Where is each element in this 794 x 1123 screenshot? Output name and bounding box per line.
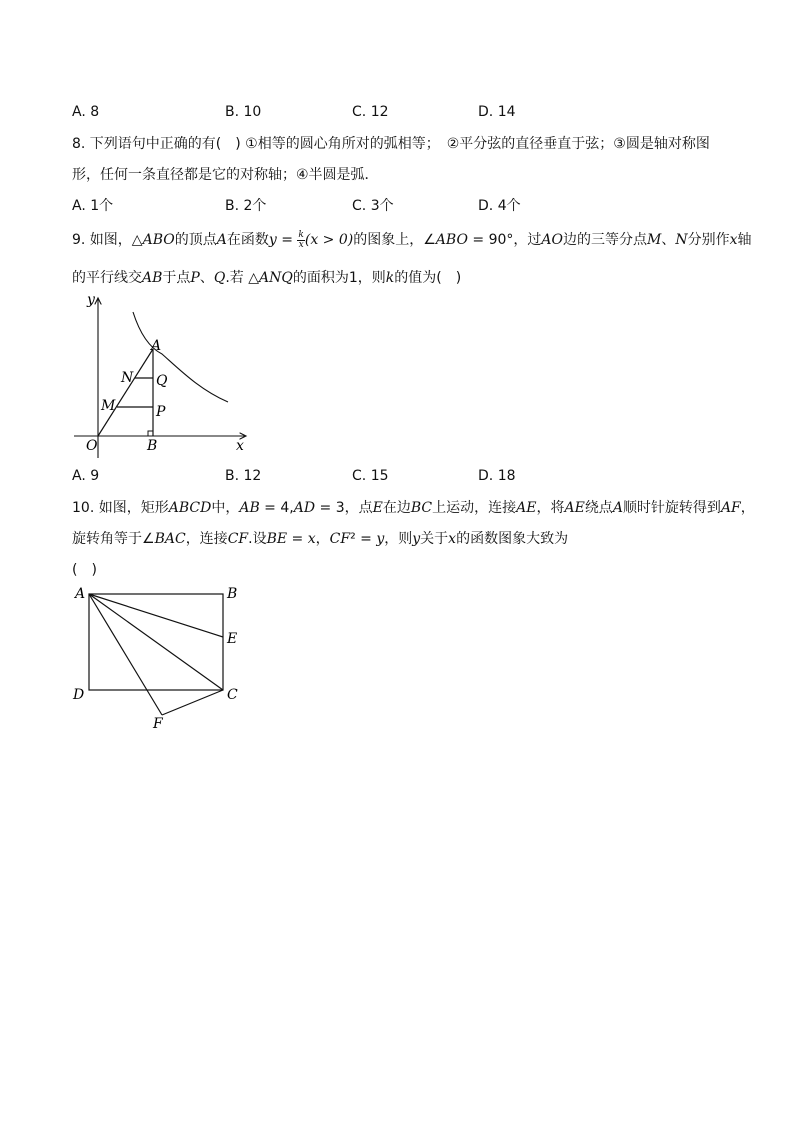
q9-label-y: y	[87, 292, 95, 308]
q10-label-e: E	[227, 631, 238, 647]
q7-option-a[interactable]: A. 8	[72, 104, 100, 120]
q9-label-o: O	[86, 438, 98, 454]
q9-fraction: $\frac{k}{x}$	[298, 229, 304, 250]
q9-options	[0, 466, 794, 486]
q7-option-c[interactable]: C. 12	[352, 104, 389, 120]
q10-label-f: F	[153, 716, 163, 732]
q9-stem-line2: 的平行线交AB于点P、Q.若 △ANQ的面积为1，则k的值为( )	[72, 270, 462, 286]
q9-label-q: Q	[156, 373, 168, 389]
q9-right-angle-mark	[148, 431, 153, 436]
q7-option-d[interactable]: D. 14	[478, 104, 516, 120]
q9-figure	[70, 290, 260, 460]
q9-label-p: P	[156, 404, 166, 420]
q10-figure	[70, 582, 250, 732]
q10-label-d: D	[73, 687, 85, 703]
q10-segment-ac	[89, 594, 223, 690]
q9-label-n: N	[121, 370, 134, 386]
q10-segment-af	[89, 594, 162, 715]
q7-options	[0, 102, 794, 122]
q9-option-b[interactable]: B. 12	[225, 468, 262, 484]
q9-label-m: M	[101, 398, 116, 414]
q9-option-c[interactable]: C. 15	[352, 468, 389, 484]
q9-label-x: x	[236, 438, 244, 454]
q9-option-d[interactable]: D. 18	[478, 468, 516, 484]
q10-label-b: B	[227, 586, 238, 602]
q9-label-b: B	[147, 438, 158, 454]
q10-stem-line1: 10. 如图，矩形ABCD中，AB = 4,AD = 3，点E在边BC上运动，连接AE，将AE绕点A顺时针旋转得到AF，	[72, 500, 755, 516]
q8-stem-line1: 8. 下列语句中正确的有( ) ①相等的圆心角所对的弧相等； ②平分弦的直径垂直于弦；③圆是轴对称图	[72, 136, 710, 152]
q8-option-d[interactable]: D. 4个	[478, 198, 521, 214]
q9-segment-oa	[98, 349, 153, 436]
q10-segment-cf	[162, 690, 223, 715]
q10-label-c: C	[227, 687, 238, 703]
q8-option-a[interactable]: A. 1个	[72, 198, 114, 214]
q8-option-b[interactable]: B. 2个	[225, 198, 267, 214]
q10-stem-line2: 旋转角等于∠BAC，连接CF.设BE = x，CF² = y，则y关于x的函数图象大致为	[72, 531, 569, 547]
q9-option-a[interactable]: A. 9	[72, 468, 100, 484]
q9-label-a: A	[151, 338, 162, 354]
q10-label-a: A	[75, 586, 86, 602]
q8-options	[0, 196, 794, 216]
q8-stem-line2: 形，任何一条直径都是它的对称轴；④半圆是弧．	[72, 167, 379, 183]
q10-segment-ae	[89, 594, 223, 637]
q8-option-c[interactable]: C. 3个	[352, 198, 394, 214]
q7-option-b[interactable]: B. 10	[225, 104, 262, 120]
q10-answer-blank[interactable]: ( )	[72, 562, 97, 578]
q9-stem-line1: 9. 如图，△ABO的顶点A在函数y = $\frac{k}{x}$ (x > 0)的图象上，∠ABO = 90°，过AO边的三等分点M、N分别作x轴	[72, 229, 752, 250]
